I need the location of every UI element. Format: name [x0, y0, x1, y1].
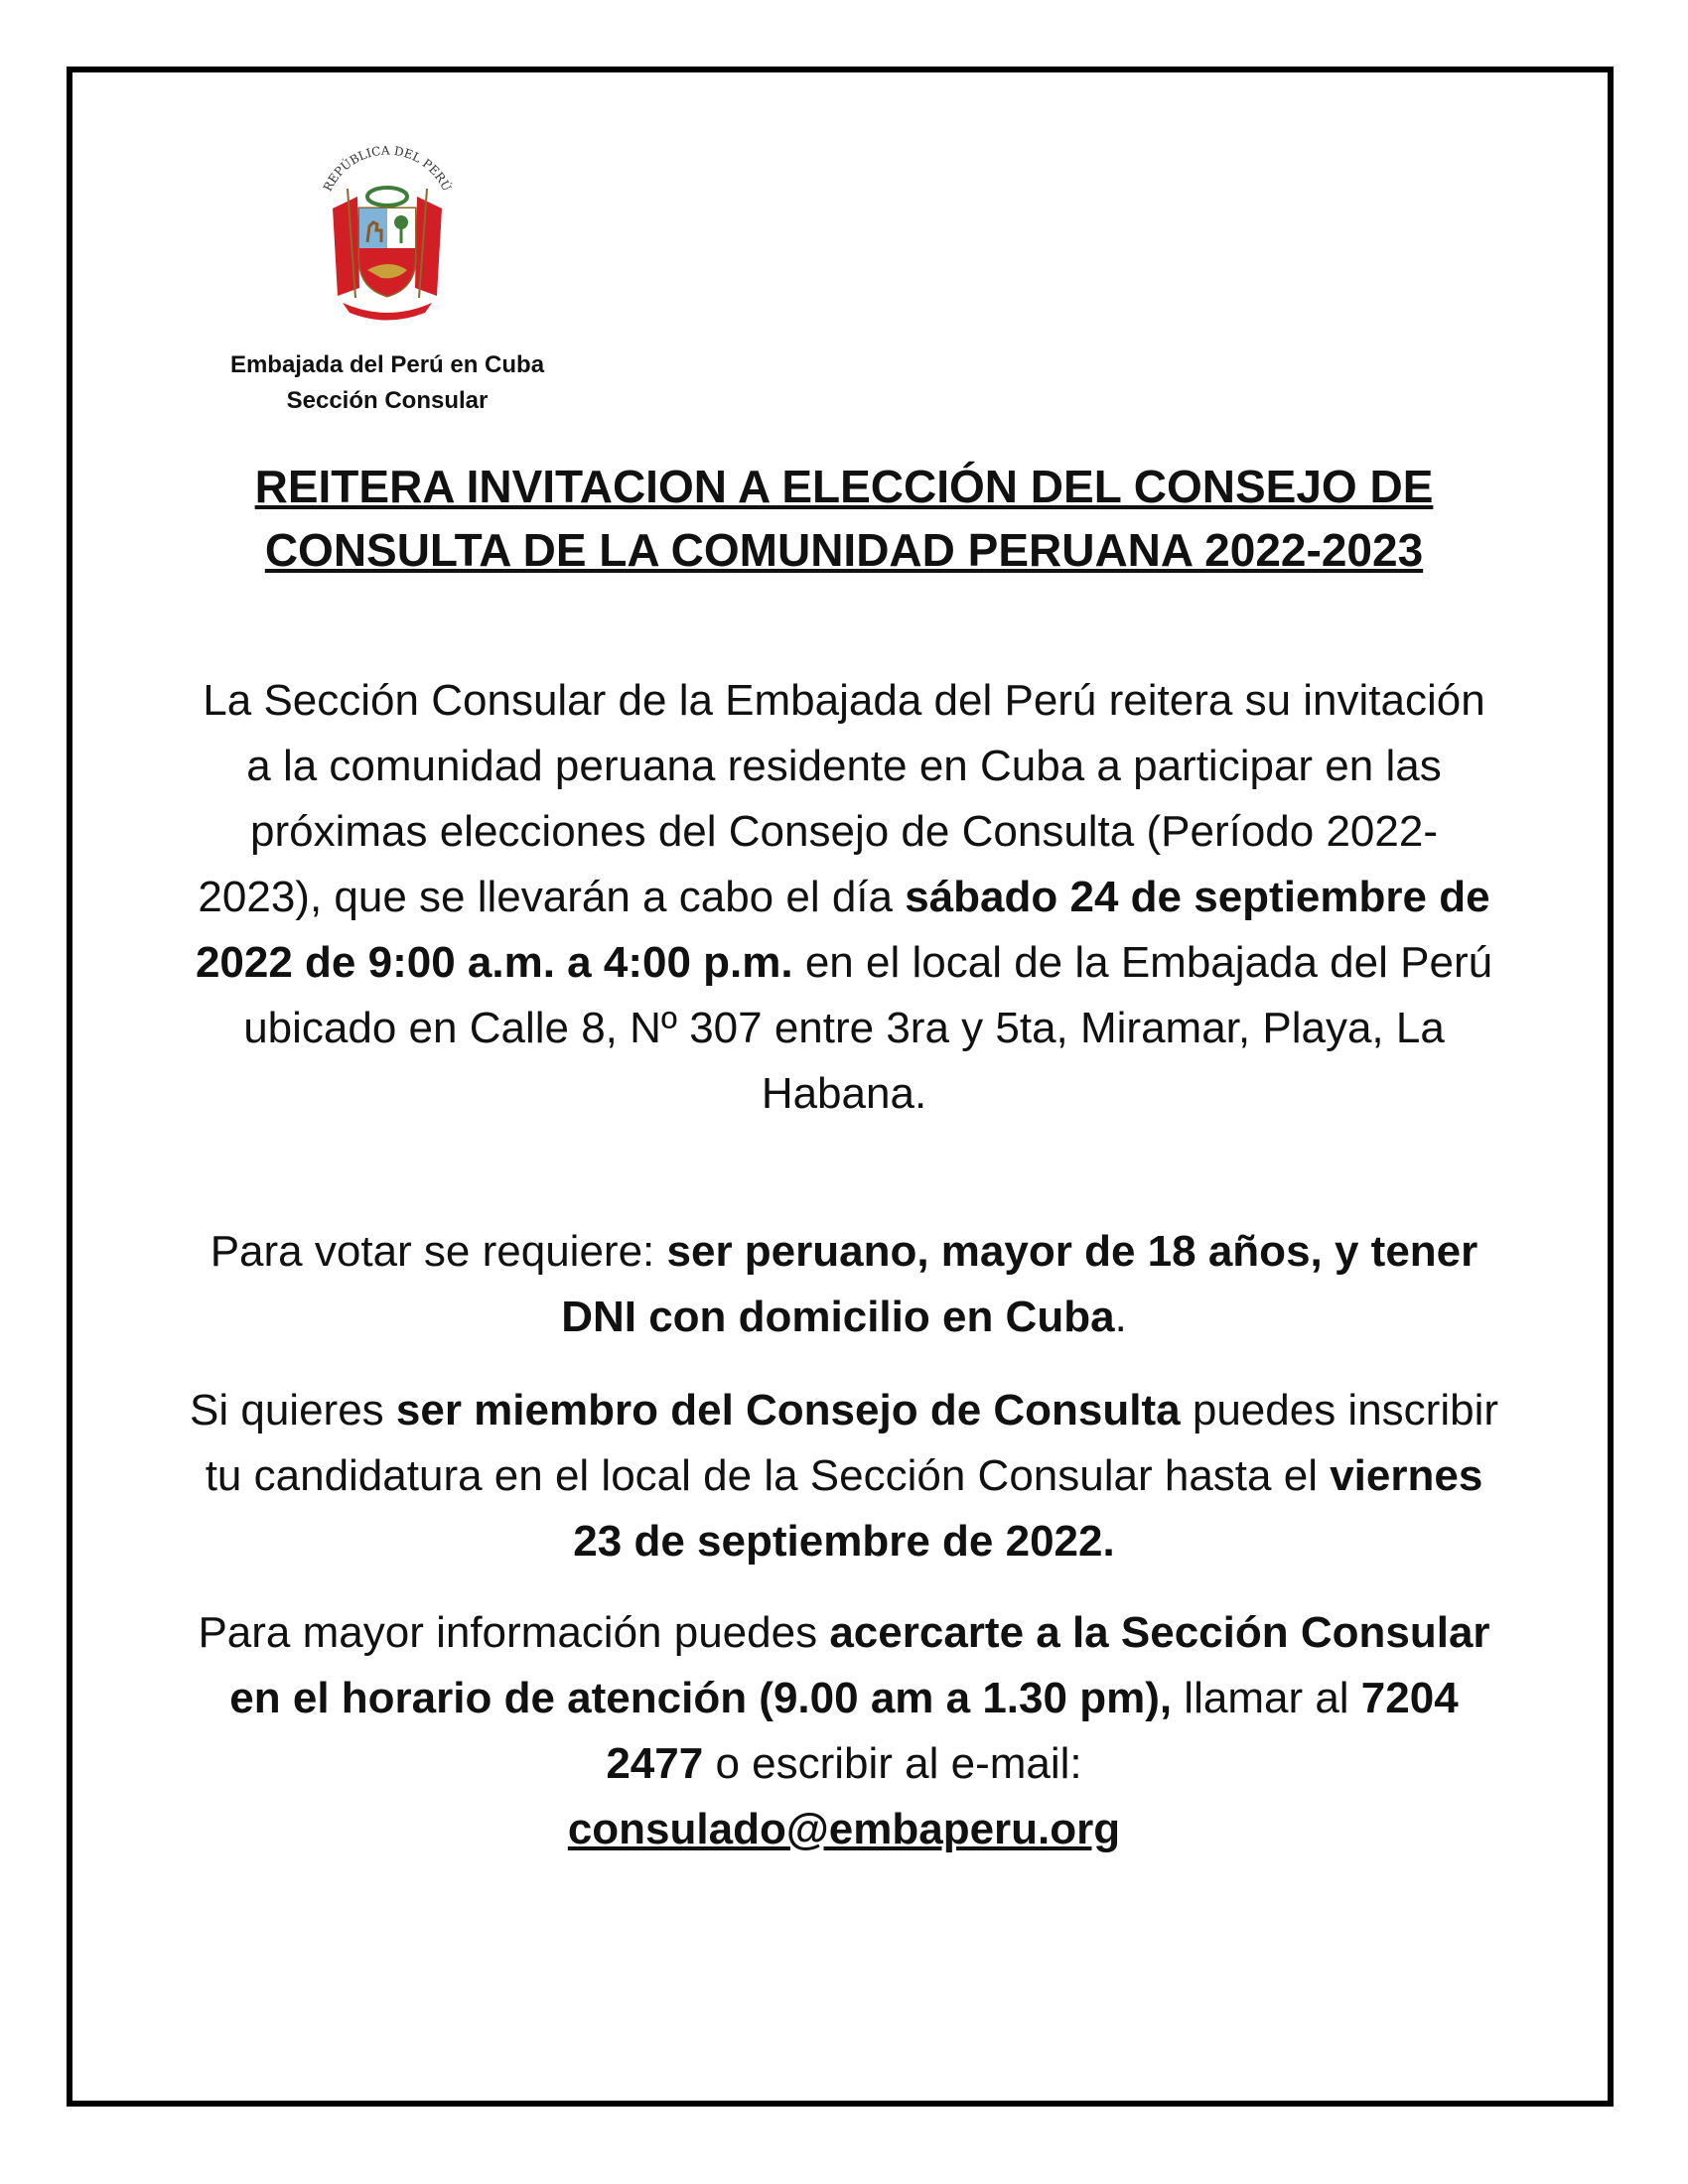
invitation-paragraph: [189, 668, 1499, 1127]
title-line-2: CONSULTA DE LA COMUNIDAD PERUANA 2022-2023: [264, 524, 1424, 576]
embassy-name: Embajada del Perú en Cuba: [229, 351, 545, 378]
contact-text-3: o escribir al e-mail:: [703, 1739, 1082, 1788]
candidacy-text-2: puedes inscribir tu candidatura en el local de la Sección Consular hasta el: [205, 1386, 1498, 1500]
requirements-end: .: [1114, 1293, 1127, 1341]
requirements-list: ser peruano, mayor de 18 años, y tener DNI con domicilio en Cuba: [561, 1227, 1478, 1341]
email-link[interactable]: consulado@embaperu.org: [567, 1805, 1121, 1853]
embassy-header: [169, 347, 606, 419]
phone-number: 7204 2477: [606, 1674, 1459, 1788]
contact-paragraph: [189, 1600, 1499, 1862]
requirements-intro: Para votar se requiere:: [210, 1227, 667, 1276]
consular-section-name: Sección Consular: [286, 387, 489, 414]
invitation-text-2: en el local de la Embajada del Perú ubicado en Calle 8, Nº 307 entre 3ra y 5ta, Miramar, Playa, La Habana.: [243, 938, 1493, 1118]
invitation-text-1: La Sección Consular de la Embajada del Perú reitera su invitación a la comunidad peruana residente en Cuba a participar en las próximas elecciones del Consejo de Consulta (Período 2022-2023), que se llevarán a cabo el día: [198, 676, 1485, 921]
document-title: [129, 455, 1559, 582]
candidacy-deadline: viernes 23 de septiembre de 2022.: [573, 1451, 1483, 1566]
crest-arc-text: REPÚBLICA DEL PERÚ: [320, 143, 455, 194]
office-hours: acercarte a la Sección Consular en el horario de atención (9.00 am a 1.30 pm),: [229, 1608, 1490, 1722]
voting-requirements-paragraph: [189, 1219, 1499, 1350]
candidacy-paragraph: [189, 1378, 1499, 1574]
peru-coat-of-arms-icon: [298, 139, 477, 323]
contact-text-2: llamar al: [1172, 1674, 1361, 1722]
title-line-1: REITERA INVITACION A ELECCIÓN DEL CONSEJO DE: [254, 461, 1434, 512]
candidacy-role: ser miembro del Consejo de Consulta: [395, 1386, 1181, 1434]
candidacy-text-1: Si quieres: [190, 1386, 396, 1434]
election-date-time: sábado 24 de septiembre de 2022 de 9:00 a.m. a 4:00 p.m.: [195, 873, 1490, 987]
contact-text-1: Para mayor información puedes: [198, 1608, 830, 1657]
